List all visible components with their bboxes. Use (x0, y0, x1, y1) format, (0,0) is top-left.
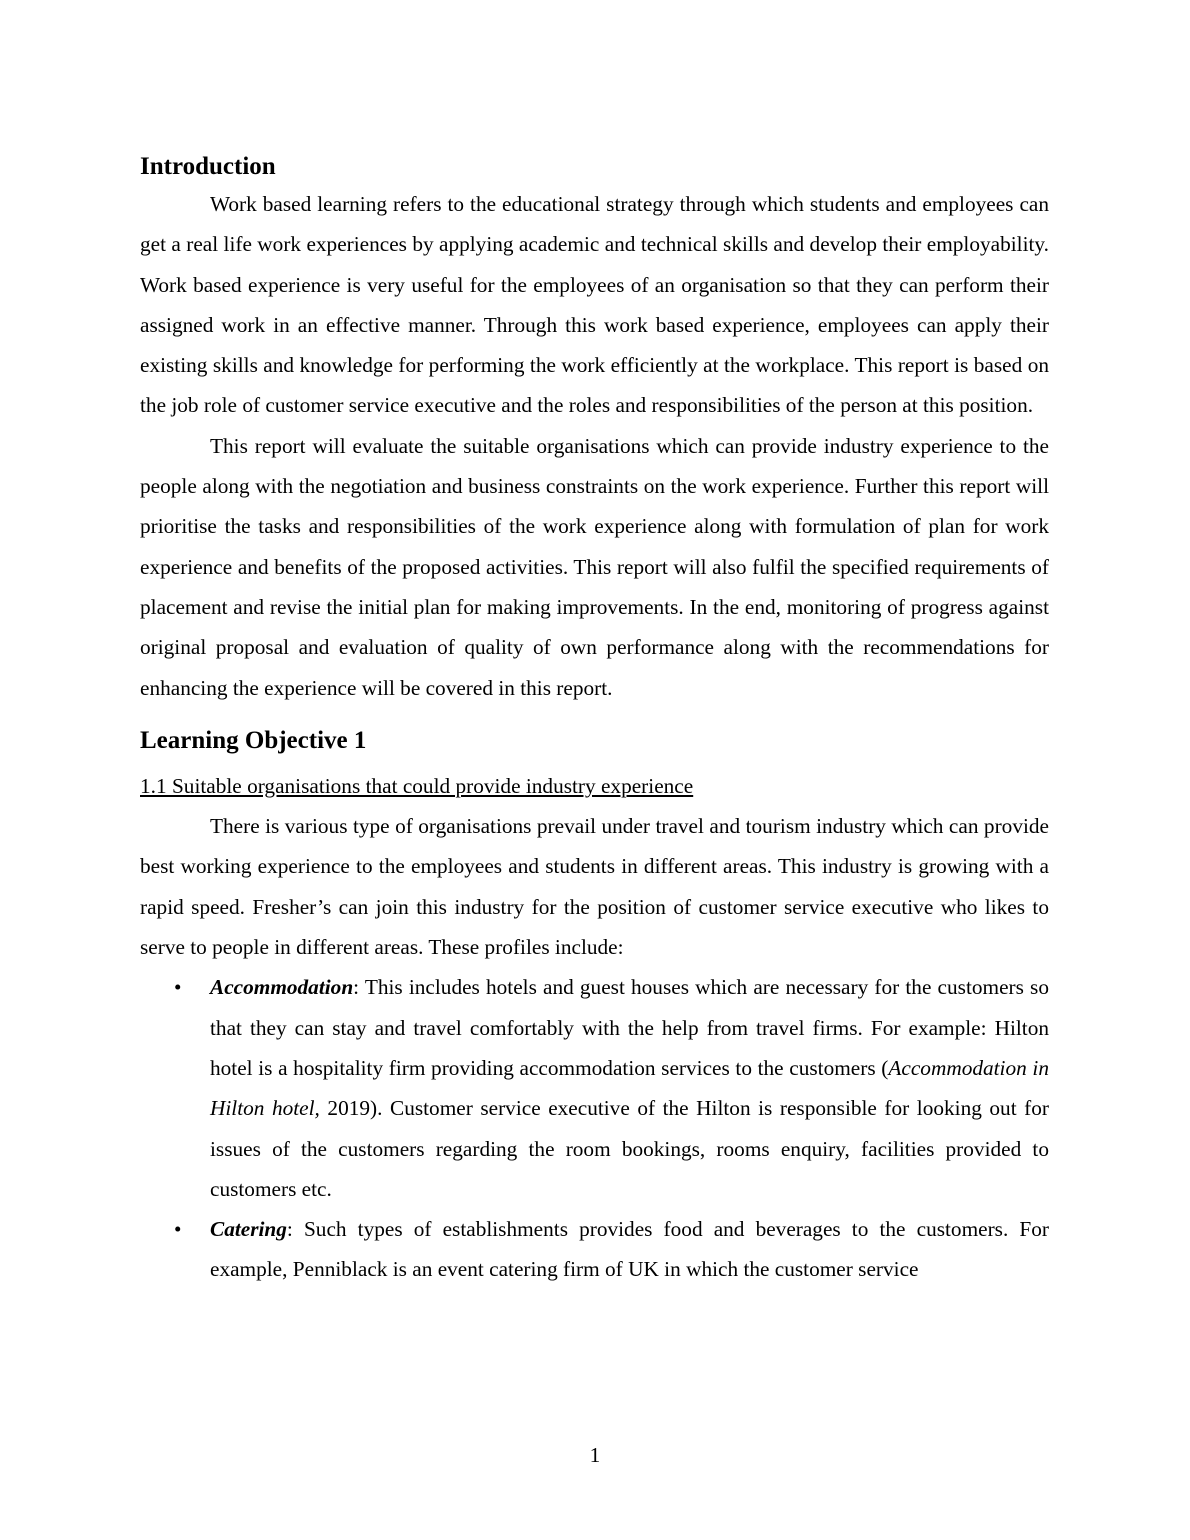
citation: Accommodation in Hilton hotel, (210, 1055, 1049, 1121)
list-item (174, 1209, 1049, 1290)
page-number: 1 (589, 1443, 601, 1467)
bullet-text: 2019). Customer service executive of the Hilton is responsible for looking out for issues of the customers regarding the room bookings, rooms enquiry, facilities provided to customers etc. (210, 1096, 1050, 1201)
heading-introduction: Introduction (140, 153, 276, 180)
bullet-term: Catering (210, 1217, 287, 1242)
heading-learning-objective-1: Learning Objective 1 (140, 726, 367, 754)
lo1-paragraph: There is various type of organisations prevail under travel and tourism industry which can provide best working experience to the employees and students in different areas. This industry is growing with a rapid speed. Fresher’s can join this industry for the position of customer service executive who likes to serve to people in different areas. These profiles include: (140, 814, 1049, 960)
intro-paragraph-1: Work based learning refers to the educational strategy through which students and employees can get a real life work experiences by applying academic and technical skills and develop their employability. Work based experience is very useful for the employees of an organisation so that they can perform their assigned work in an effective manner. Through this work based experience, employees can apply their existing skills and knowledge for performing the work efficiently at the workplace. This report is based on the job role of customer service executive and the roles and responsibilities of the person at this position. (140, 192, 1049, 418)
bullet-text: : Such types of establishments provides food and beverages to the customers. For example, Penniblack is an event catering firm of UK in which the customer service (210, 1217, 1049, 1282)
subheading-1-1: 1.1 Suitable organisations that could provide industry experience (140, 773, 694, 798)
list-item (174, 967, 1050, 1209)
bullet-term: Accommodation (210, 975, 354, 1000)
intro-paragraph-2: This report will evaluate the suitable organisations which can provide industry experience to the people along with the negotiation and business constraints on the work experience. Further this report will prioritise the tasks and responsibilities of the work experience along with formulation of plan for work experience and benefits of the proposed activities. This report will also fulfil the specified requirements of placement and revise the initial plan for making improvements. In the end, monitoring of progress against original proposal and evaluation of quality of own performance along with the recommendations for enhancing the experience will be covered in this report. (140, 433, 1049, 700)
profiles-list (140, 967, 1049, 1289)
bullet-icon: • (174, 975, 182, 1000)
bullet-icon: • (174, 1217, 182, 1242)
bullet-text: : This includes hotels and guest houses which are necessary for the customers so that they can stay and travel comfortably with the help from travel firms. For example: Hilton hotel is a hospitality firm providing accommodation services to the customers ( (210, 975, 1049, 1080)
